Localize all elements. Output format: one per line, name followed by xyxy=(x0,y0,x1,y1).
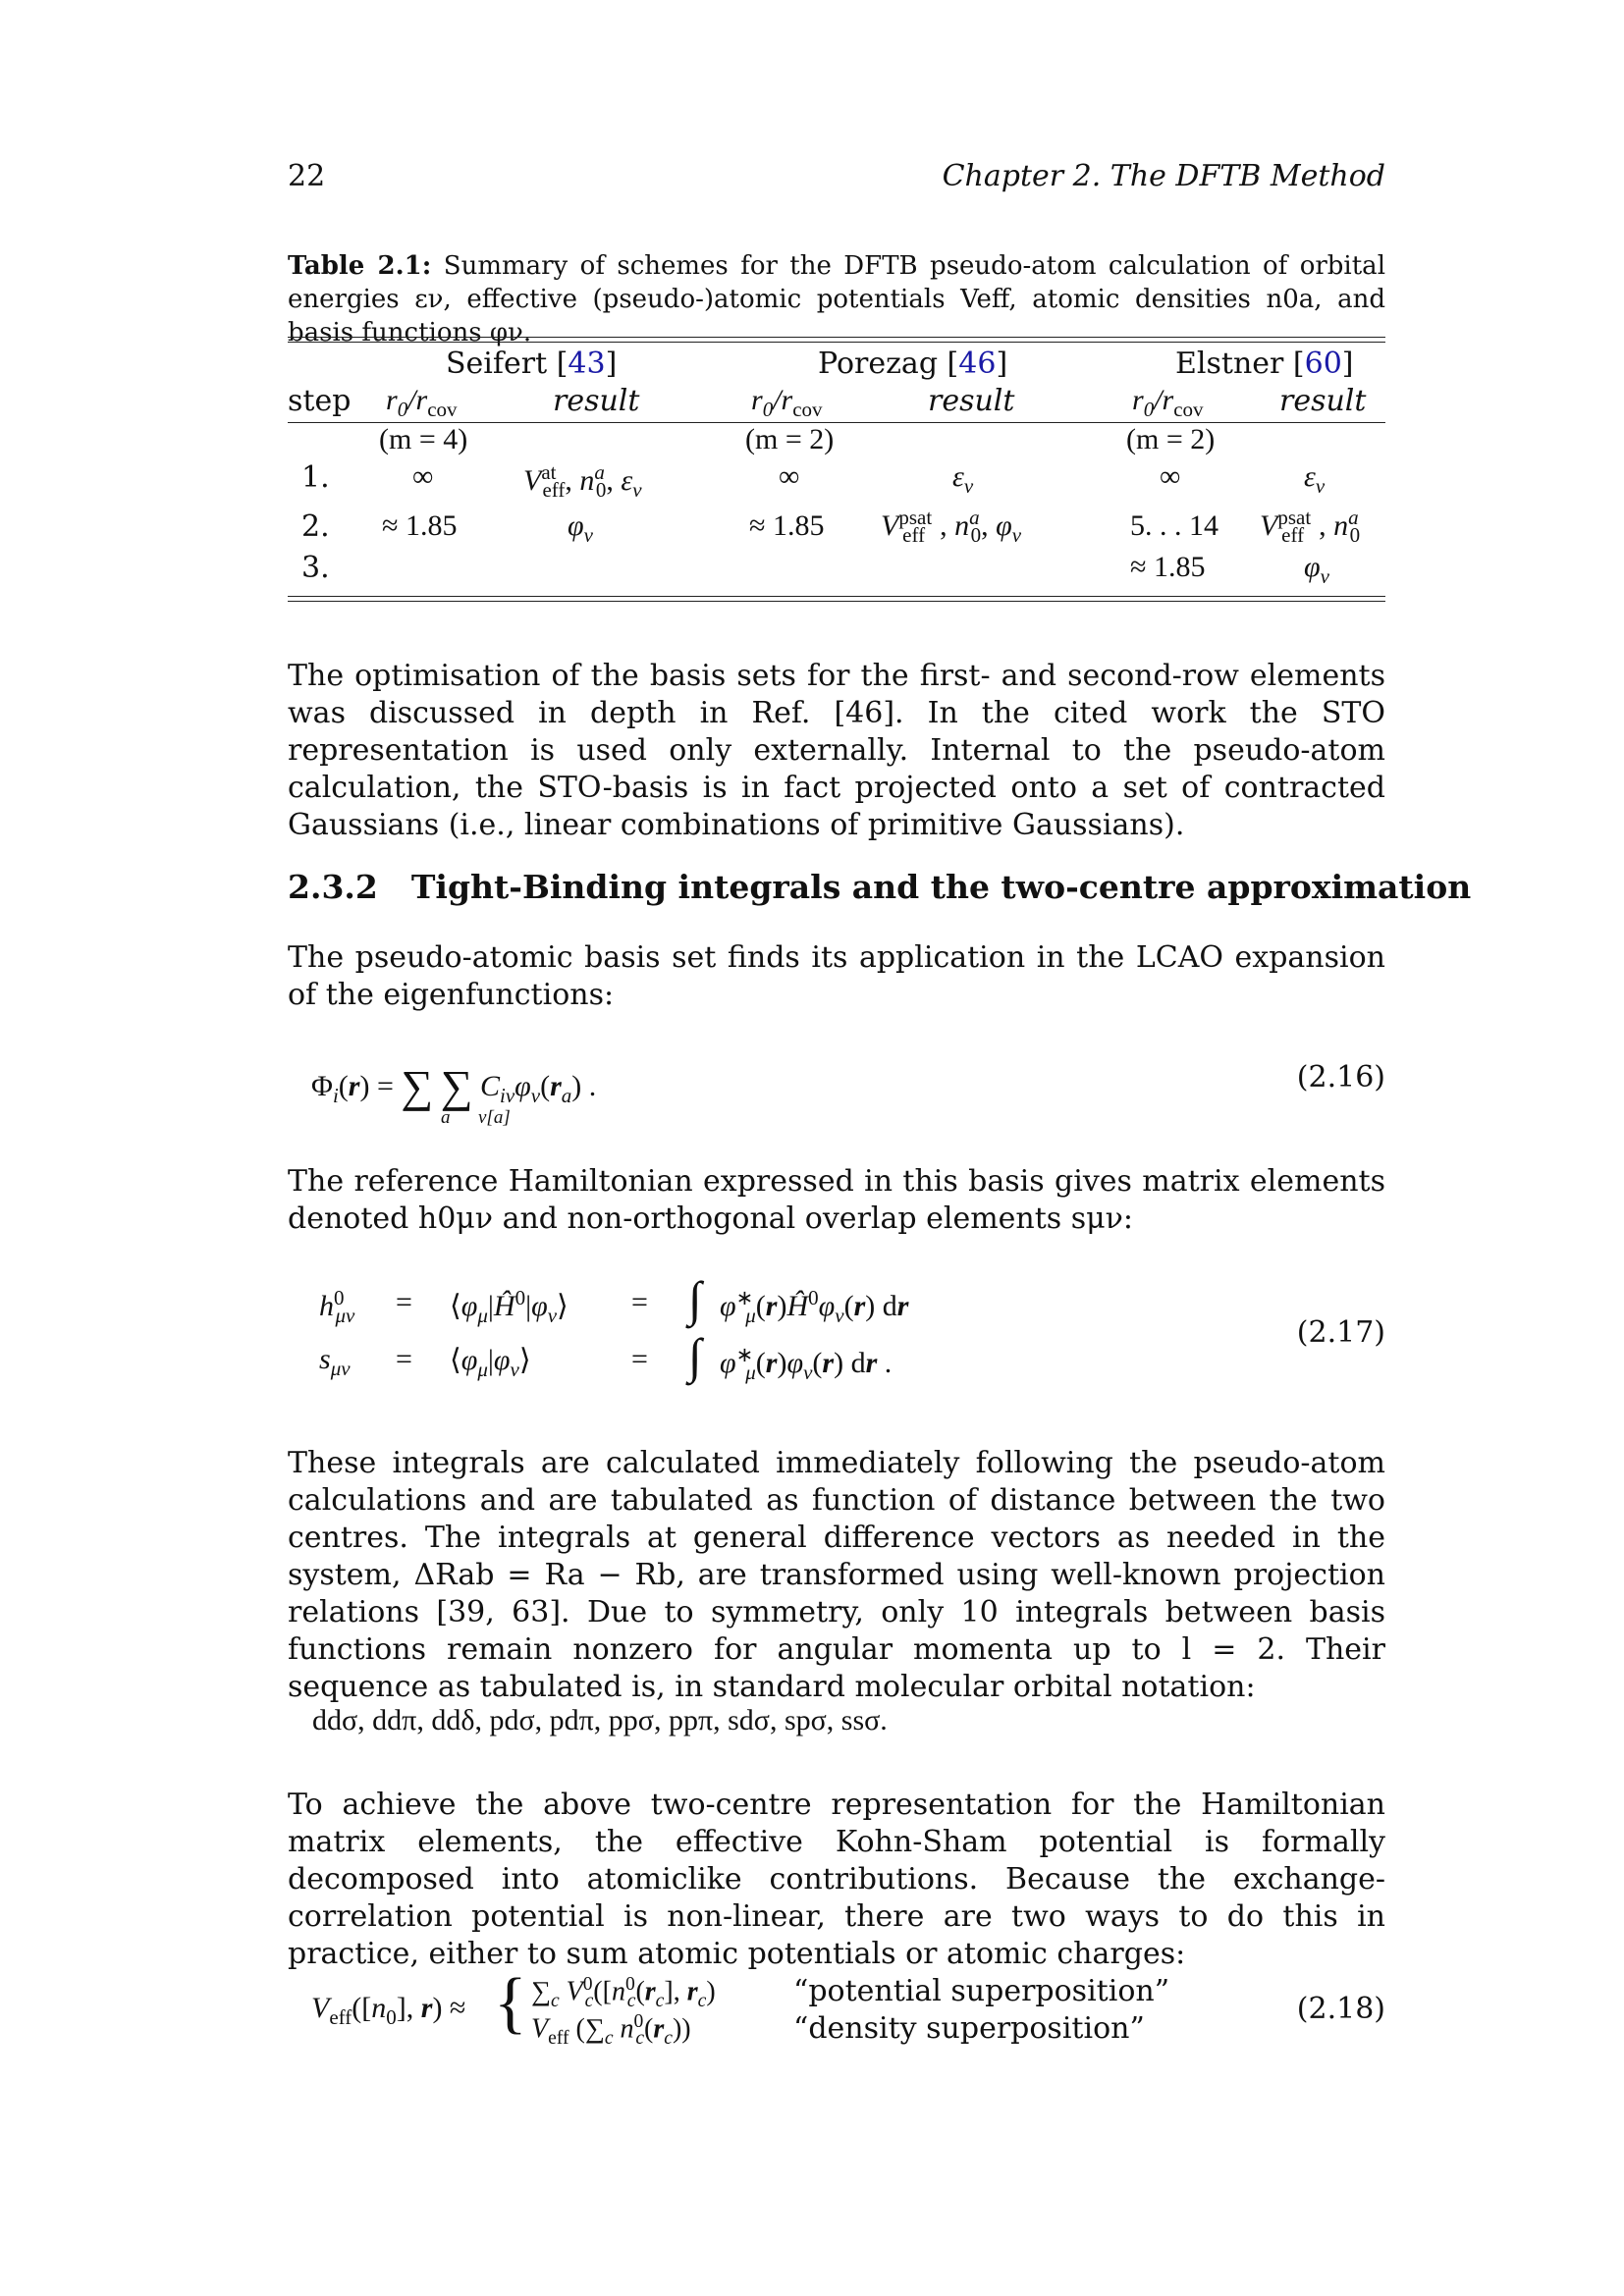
cell-2-r-seifert: ≈ 1.85 xyxy=(382,509,458,542)
equation-2-16 xyxy=(288,1050,1385,1129)
cell-2-result-elstner: $V^{psat}_{eff}$ , $n^a_0$ xyxy=(1260,506,1361,547)
eq16-body: $\Phi_i(r)$ = ∑ ∑ $C_{i\nu}\varphi_\nu(r_a)$ . xyxy=(311,1061,597,1111)
step-2: 2. xyxy=(301,509,330,544)
cell-1-r-seifert: ∞ xyxy=(412,460,434,493)
header-result-elstner: result xyxy=(1279,384,1367,418)
paragraph-integrals: These integrals are calculated immediately following the pseudo-atom calculations and are tabulated as function of distance between the two centres. The integrals at general difference vectors as needed in the system, ΔRab = Ra − Rb, are transformed using well-known projection relations [39, 63]. Due to symmetry, only 10 integrals between basis functions remain nonzero for angular momenta up to l = 2. Their sequence as tabulated is, in standard molecular orbital notation: xyxy=(288,1446,1385,1704)
eq16-sum-index-nu: ν[a] xyxy=(478,1107,511,1128)
eq18-label-potential: “potential superposition” xyxy=(793,1974,1170,2008)
m-porezag: (m = 2) xyxy=(745,423,835,455)
eq17-s-lhs: $s_{\mu\nu}$ xyxy=(319,1343,351,1380)
step-3: 3. xyxy=(301,551,330,585)
cell-3-result-elstner: $\varphi_\nu$ xyxy=(1304,551,1329,588)
cell-1-r-elstner: ∞ xyxy=(1160,460,1181,493)
section-title: Tight-Binding integrals and the two-centre approximation xyxy=(410,868,1472,906)
table-caption xyxy=(288,249,1385,349)
group-seifert: Seifert [43] xyxy=(446,347,618,381)
step-1: 1. xyxy=(301,460,330,495)
table-bottom-rule xyxy=(288,596,1385,602)
eq17-h-bracket: $⟨\varphi_\mu|Ĥ^0|\varphi_\nu⟩$ xyxy=(450,1286,568,1327)
m-seifert: (m = 4) xyxy=(379,423,468,455)
eq17-eq1: = xyxy=(396,1286,412,1318)
eq18-lhs: $V_{eff}([n_0]$, r) ≈ xyxy=(311,1992,466,2029)
eq17-number: (2.17) xyxy=(1296,1315,1385,1350)
eq16-sum-index-a: a xyxy=(441,1107,451,1128)
header-step: step xyxy=(288,384,352,418)
table-row-2 xyxy=(288,506,1385,555)
cell-1-result-porezag: $\varepsilon_\nu$ xyxy=(952,460,974,498)
cell-2-r-elstner: 5. . . 14 xyxy=(1130,509,1218,542)
summary-table xyxy=(288,337,1385,602)
cell-2-r-porezag: ≈ 1.85 xyxy=(749,509,825,542)
eq18-potential-expr: $\sum_c$ $V^0_c([n^0_c(r_c]$, $r_c$) xyxy=(531,1974,716,2011)
header-r-seifert: $r_0/r_{cov}$ xyxy=(386,384,458,421)
table-row-3 xyxy=(288,551,1385,596)
eq17-eq4: = xyxy=(631,1343,648,1375)
cell-1-r-porezag: ∞ xyxy=(779,460,800,493)
running-title: Chapter 2. The DFTB Method xyxy=(942,159,1385,193)
group-elstner: Elstner [60] xyxy=(1175,347,1354,381)
section-heading xyxy=(288,868,1471,906)
eq17-s-integral: $\varphi^∗_\mu(r)\varphi_\nu(r)$ dr . xyxy=(720,1343,893,1384)
header-result-seifert: result xyxy=(553,384,640,418)
page-number: 22 xyxy=(288,159,326,193)
eq16-number: (2.16) xyxy=(1296,1060,1385,1095)
group-porezag: Porezag [46] xyxy=(818,347,1008,381)
table-header-row xyxy=(288,384,1385,422)
eq17-eq3: = xyxy=(396,1343,412,1375)
paragraph-matrix-elements: The reference Hamiltonian expressed in this basis gives matrix elements denoted h0μν and non-orthogonal overlap elements sμν: xyxy=(288,1164,1385,1236)
table-m-row xyxy=(288,423,1385,460)
m-elstner: (m = 2) xyxy=(1126,423,1216,455)
eq17-h-integral: $\varphi^∗_\mu(r)Ĥ^0\varphi_\nu(r)$ dr xyxy=(720,1286,909,1327)
paragraph-two-centre: To achieve the above two-centre representation for the Hamiltonian matrix elements, the effective Kohn-Sham potential is formally decomposed into atomiclike contributions. Because the exchange-correlation potential is non-linear, there are two ways to do this in practice, either to sum atomic potentials or atomic charges: xyxy=(288,1788,1385,1971)
page-header xyxy=(288,159,1385,198)
ref-link-60[interactable]: 60 xyxy=(1304,347,1342,381)
header-r-elstner: $r_0/r_{cov}$ xyxy=(1132,384,1204,421)
cell-1-result-seifert: $V^{at}_{eff}$, $n^a_0$, $\varepsilon_\nu$ xyxy=(523,460,642,502)
header-r-porezag: $r_0/r_{cov}$ xyxy=(751,384,823,421)
eq17-eq2: = xyxy=(631,1286,648,1318)
eq18-density-expr: $V_{eff}$ ($\sum_c$ $n^0_c(r_c)$) xyxy=(531,2011,691,2049)
eq18-number: (2.18) xyxy=(1296,1992,1385,2026)
paragraph-basis-optimisation: The optimisation of the basis sets for the first- and second-row elements was discussed in depth in Ref. [46]. In the cited work the STO representation is used only externally. Internal to the pseudo-atom calculation, the STO-basis is in fact projected onto a set of contracted Gaussians (i.e., linear combinations of primitive Gaussians). xyxy=(288,659,1385,842)
eq17-s-bracket: $⟨\varphi_\mu|\varphi_\nu⟩$ xyxy=(450,1344,531,1381)
eq17-integral-1: ∫ xyxy=(688,1271,702,1326)
table-row-1 xyxy=(288,460,1385,509)
equation-2-17 xyxy=(288,1271,1385,1414)
header-result-porezag: result xyxy=(928,384,1015,418)
cell-3-r-elstner: ≈ 1.85 xyxy=(1130,551,1206,583)
ref-link-43[interactable]: 43 xyxy=(568,347,606,381)
table-caption-label: Table 2.1: xyxy=(288,251,432,281)
table-caption-text: Summary of schemes for the DFTB pseudo-atom calculation of orbital energies εν, effective (pseudo-)atomic potentials Veff, atomic densities n0a, and basis functions φν. xyxy=(288,251,1386,347)
integral-notation-list: ddσ, ddπ, ddδ, pdσ, pdπ, ppσ, ppπ, sdσ, spσ, ssσ. xyxy=(312,1704,888,1736)
eq18-label-density: “density superposition” xyxy=(793,2011,1145,2046)
eq18-brace: { xyxy=(494,1965,527,2041)
equation-2-18 xyxy=(288,1965,1385,2056)
section-number: 2.3.2 xyxy=(288,868,378,906)
paragraph-lcao-intro: The pseudo-atomic basis set finds its application in the LCAO expansion of the eigenfunctions: xyxy=(288,940,1385,1012)
eq17-h-lhs: $h^0_{\mu\nu}$ xyxy=(319,1286,355,1327)
ref-link-46[interactable]: 46 xyxy=(958,347,997,381)
table-group-row xyxy=(288,343,1385,384)
cell-2-result-porezag: $V^{psat}_{eff}$ , $n^a_0$, $\varphi_\nu$ xyxy=(881,506,1022,547)
cell-1-result-elstner: $\varepsilon_\nu$ xyxy=(1304,460,1326,498)
eq17-integral-2: ∫ xyxy=(688,1328,702,1383)
cell-2-result-seifert: $\varphi_\nu$ xyxy=(568,509,593,547)
